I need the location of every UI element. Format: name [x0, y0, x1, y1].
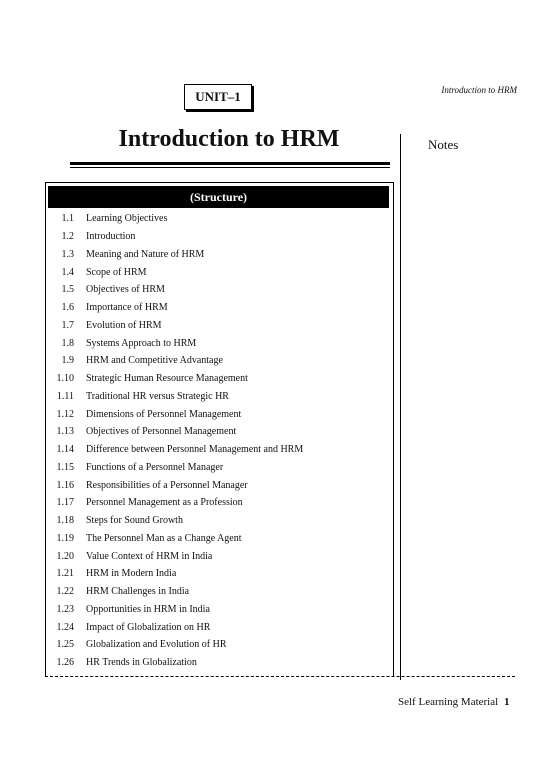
structure-item-title: Globalization and Evolution of HR — [86, 639, 227, 651]
structure-item-title: Traditional HR versus Strategic HR — [86, 390, 229, 402]
structure-item — [48, 423, 388, 441]
structure-item — [48, 654, 388, 672]
structure-item-number: 1.12 — [56, 408, 74, 420]
structure-item-number: 1.9 — [61, 355, 74, 367]
structure-item-number: 1.4 — [61, 266, 74, 278]
structure-item-number: 1.21 — [56, 568, 74, 580]
structure-item-number: 1.6 — [61, 302, 74, 314]
structure-item — [48, 263, 388, 281]
structure-item-title: Scope of HRM — [86, 266, 147, 278]
structure-item-title: HRM in Modern India — [86, 568, 177, 580]
structure-item — [48, 317, 388, 335]
dashed-divider — [45, 676, 515, 677]
structure-item — [48, 618, 388, 636]
structure-item-title: The Personnel Man as a Change Agent — [86, 532, 242, 544]
structure-item-number: 1.8 — [61, 337, 74, 349]
structure-item-title: HRM and Competitive Advantage — [86, 355, 223, 367]
structure-item — [48, 370, 388, 388]
structure-item-title: Evolution of HRM — [86, 319, 162, 331]
structure-item — [48, 601, 388, 619]
title-rule-thick — [70, 162, 390, 165]
structure-item — [48, 547, 388, 565]
structure-item — [48, 299, 388, 317]
structure-item-number: 1.3 — [61, 248, 74, 260]
structure-item-title: Introduction — [86, 231, 136, 243]
structure-item-title: Difference between Personnel Management and HRM — [86, 444, 304, 456]
unit-label: UNIT–1 — [184, 84, 252, 110]
structure-list — [48, 210, 388, 672]
structure-item-title: Objectives of HRM — [86, 284, 165, 296]
structure-item-title: Value Context of HRM in India — [86, 550, 213, 562]
structure-item-title: Strategic Human Resource Management — [86, 373, 248, 385]
structure-item-title: Importance of HRM — [86, 302, 168, 314]
structure-item-title: Personnel Management as a Profession — [86, 497, 243, 509]
structure-item-number: 1.1 — [61, 213, 74, 225]
structure-item — [48, 352, 388, 370]
structure-item-title: Dimensions of Personnel Management — [86, 408, 242, 420]
structure-item-number: 1.25 — [56, 639, 74, 651]
structure-item-number: 1.22 — [56, 586, 74, 598]
structure-item-number: 1.10 — [56, 373, 74, 385]
structure-item-number: 1.19 — [56, 532, 74, 544]
structure-item — [48, 459, 388, 477]
structure-item — [48, 512, 388, 530]
title-rule-thin — [70, 167, 390, 168]
notes-label: Notes — [428, 137, 459, 152]
structure-item-number: 1.13 — [56, 426, 74, 438]
structure-item-number: 1.16 — [56, 479, 74, 491]
structure-item — [48, 246, 388, 264]
structure-item — [48, 388, 388, 406]
structure-item — [48, 334, 388, 352]
structure-item-title: Opportunities in HRM in India — [86, 603, 210, 615]
structure-item-title: Systems Approach to HRM — [86, 337, 197, 349]
structure-item — [48, 476, 388, 494]
structure-heading: (Structure) — [48, 186, 389, 208]
running-head: Introduction to HRM — [441, 85, 517, 95]
page-title: Introduction to HRM — [118, 126, 340, 152]
structure-item-number: 1.17 — [56, 497, 74, 509]
structure-item-number: 1.5 — [61, 284, 74, 296]
structure-item — [48, 210, 388, 228]
structure-item-title: Steps for Sound Growth — [86, 515, 183, 527]
structure-item-number: 1.7 — [61, 319, 74, 331]
structure-item-number: 1.18 — [56, 515, 74, 527]
page-number: 1 — [504, 696, 510, 708]
structure-item-title: HRM Challenges in India — [86, 586, 190, 598]
structure-item — [48, 494, 388, 512]
structure-item-title: Learning Objectives — [86, 213, 168, 225]
footer-text: Self Learning Material — [398, 696, 499, 708]
structure-item-number: 1.20 — [56, 550, 74, 562]
structure-item-number: 1.24 — [56, 621, 74, 633]
structure-item — [48, 583, 388, 601]
structure-item — [48, 565, 388, 583]
structure-item-number: 1.11 — [56, 390, 74, 402]
structure-item — [48, 228, 388, 246]
margin-divider — [400, 134, 401, 680]
structure-item-number: 1.23 — [56, 603, 74, 615]
structure-item — [48, 405, 388, 423]
structure-item-title: Functions of a Personnel Manager — [86, 461, 224, 473]
structure-item — [48, 530, 388, 548]
structure-item-title: Objectives of Personnel Management — [86, 426, 237, 438]
structure-item — [48, 636, 388, 654]
structure-item-title: Responsibilities of a Personnel Manager — [86, 479, 248, 491]
structure-item-title: HR Trends in Globalization — [86, 657, 197, 669]
structure-item-title: Impact of Globalization on HR — [86, 621, 211, 633]
structure-item — [48, 441, 388, 459]
structure-item-title: Meaning and Nature of HRM — [86, 248, 205, 260]
structure-item — [48, 281, 388, 299]
structure-item-number: 1.26 — [56, 657, 74, 669]
structure-item-number: 1.15 — [56, 461, 74, 473]
structure-item-number: 1.2 — [61, 231, 74, 243]
structure-item-number: 1.14 — [56, 444, 74, 456]
